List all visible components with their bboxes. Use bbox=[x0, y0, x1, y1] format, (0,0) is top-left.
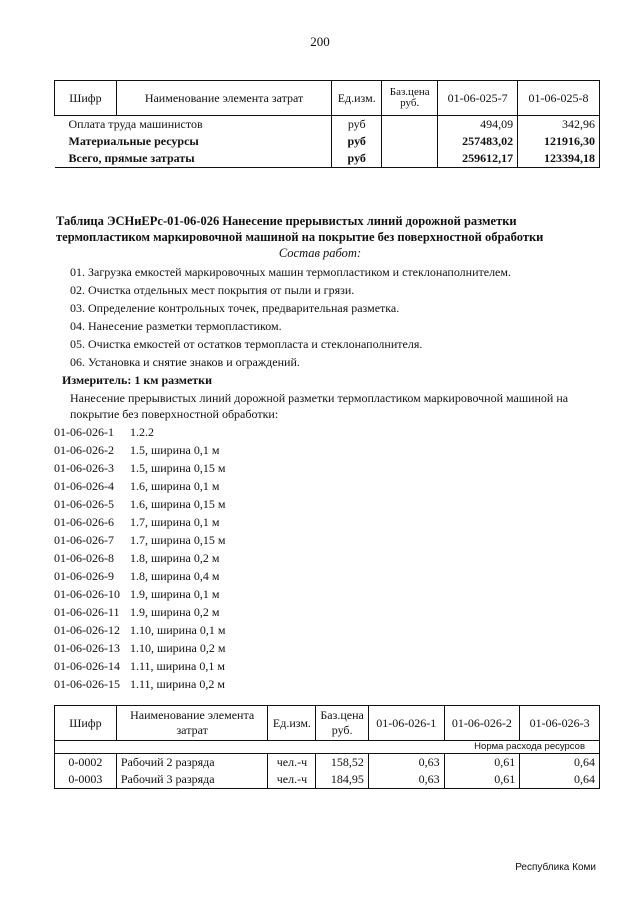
row-value-3: 0,64 bbox=[520, 754, 600, 772]
code-number: 01-06-026-6 bbox=[54, 515, 114, 529]
code-text: 1.7, ширина 0,1 м bbox=[130, 515, 220, 529]
row-value-1: 0,63 bbox=[368, 754, 444, 772]
row-value-2: 121916,30 bbox=[518, 133, 600, 150]
list-item bbox=[54, 623, 225, 638]
row-name: Материальные ресурсы bbox=[68, 134, 199, 148]
row-base: 184,95 bbox=[316, 771, 368, 789]
col-header-026-2: 01-06-026-2 bbox=[444, 706, 520, 741]
row-name: Всего, прямые затраты bbox=[55, 150, 332, 168]
table-header-row bbox=[55, 81, 600, 116]
list-item bbox=[54, 497, 225, 512]
code-number: 01-06-026-1 bbox=[54, 425, 114, 439]
footer-region: Республика Коми bbox=[515, 862, 596, 873]
code-text: 1.11, ширина 0,2 м bbox=[130, 677, 225, 691]
table-row bbox=[55, 116, 600, 134]
code-text: 1.5, ширина 0,1 м bbox=[130, 443, 220, 457]
work-item: 02. Очистка отдельных мест покрытия от пыли и грязи. bbox=[70, 283, 355, 297]
work-item: 06. Установка и снятие знаков и ограждений. bbox=[70, 355, 300, 369]
col-header-025-7: 01-06-025-7 bbox=[438, 81, 518, 116]
list-item bbox=[54, 551, 219, 566]
code-text: 1.2.2 bbox=[130, 425, 154, 439]
row-value-1: 494,09 bbox=[438, 116, 518, 134]
code-number: 01-06-026-9 bbox=[54, 569, 114, 583]
code-text: 1.11, ширина 0,1 м bbox=[130, 659, 225, 673]
row-unit: руб bbox=[332, 150, 382, 168]
row-code: 0-0002 bbox=[55, 754, 117, 772]
row-name: Рабочий 3 разряда bbox=[116, 771, 268, 789]
list-item bbox=[54, 569, 219, 584]
row-value-3: 0,64 bbox=[520, 771, 600, 789]
code-text: 1.8, ширина 0,4 м bbox=[130, 569, 220, 583]
row-value-1: 257483,02 bbox=[438, 133, 518, 150]
col-header-026-3: 01-06-026-3 bbox=[520, 706, 600, 741]
code-text: 1.10, ширина 0,2 м bbox=[130, 641, 226, 655]
col-header-base-price: Баз.цена руб. bbox=[382, 81, 438, 116]
code-number: 01-06-026-5 bbox=[54, 497, 114, 511]
list-item bbox=[54, 443, 219, 458]
table-title-line-1: Таблица ЭСНиЕРс-01-06-026 Нанесение прерывистых линий дорожной разметки bbox=[56, 214, 517, 228]
col-header-name: Наименование элемента затрат bbox=[116, 81, 331, 116]
description: Нанесение прерывистых линий дорожной разметки термопластиком маркировочной машиной на покрытие без поверхностной обработки: bbox=[70, 391, 569, 421]
norm-label: Норма расхода ресурсов bbox=[55, 741, 600, 754]
row-unit: руб bbox=[332, 133, 382, 150]
row-base bbox=[382, 116, 438, 134]
code-number: 01-06-026-7 bbox=[54, 533, 114, 547]
list-item bbox=[54, 461, 225, 476]
row-unit: чел.-ч bbox=[268, 771, 316, 789]
code-text: 1.6, ширина 0,15 м bbox=[130, 497, 226, 511]
table-header-row bbox=[55, 706, 600, 741]
col-header-026-1: 01-06-026-1 bbox=[368, 706, 444, 741]
meter-label: Измеритель: 1 км разметки bbox=[62, 373, 213, 387]
work-item: 03. Определение контрольных точек, предварительная разметка. bbox=[70, 301, 400, 315]
col-header-base-price: Баз.цена руб. bbox=[316, 706, 368, 741]
row-value-1: 0,63 bbox=[368, 771, 444, 789]
work-item: 01. Загрузка емкостей маркировочных машин термопластиком и стеклонаполнителем. bbox=[70, 265, 511, 279]
col-header-unit: Ед.изм. bbox=[332, 81, 382, 116]
row-value-2: 0,61 bbox=[444, 754, 520, 772]
code-number: 01-06-026-13 bbox=[54, 641, 120, 655]
top-cost-table bbox=[54, 80, 600, 168]
row-value-1: 259612,17 bbox=[438, 150, 518, 168]
table-row bbox=[55, 133, 600, 150]
row-unit: чел.-ч bbox=[268, 754, 316, 772]
col-header-unit: Ед.изм. bbox=[268, 706, 316, 741]
code-text: 1.7, ширина 0,15 м bbox=[130, 533, 226, 547]
code-text: 1.8, ширина 0,2 м bbox=[130, 551, 220, 565]
list-item bbox=[54, 605, 219, 620]
list-item bbox=[54, 425, 154, 440]
code-number: 01-06-026-2 bbox=[54, 443, 114, 457]
code-number: 01-06-026-10 bbox=[54, 587, 120, 601]
code-text: 1.5, ширина 0,15 м bbox=[130, 461, 226, 475]
col-header-code: Шифр bbox=[55, 706, 117, 741]
code-number: 01-06-026-11 bbox=[54, 605, 120, 619]
code-number: 01-06-026-14 bbox=[54, 659, 120, 673]
work-item: 05. Очистка емкостей от остатков термопласта и стеклонаполнителя. bbox=[70, 337, 423, 351]
col-header-name: Наименование элемента затрат bbox=[116, 706, 268, 741]
table-row bbox=[55, 150, 600, 168]
row-code: 0-0003 bbox=[55, 771, 117, 789]
code-number: 01-06-026-4 bbox=[54, 479, 114, 493]
col-header-code: Шифр bbox=[55, 81, 117, 116]
code-number: 01-06-026-3 bbox=[54, 461, 114, 475]
list-item bbox=[54, 677, 225, 692]
row-value-2: 342,96 bbox=[518, 116, 600, 134]
page-number: 200 bbox=[310, 34, 330, 49]
code-text: 1.9, ширина 0,1 м bbox=[130, 587, 220, 601]
list-item bbox=[54, 533, 225, 548]
list-item bbox=[54, 659, 225, 674]
row-value-2: 0,61 bbox=[444, 771, 520, 789]
resource-norm-table bbox=[54, 705, 600, 789]
code-number: 01-06-026-8 bbox=[54, 551, 114, 565]
composition-title: Состав работ: bbox=[278, 246, 362, 260]
col-header-025-8: 01-06-025-8 bbox=[518, 81, 600, 116]
code-number: 01-06-026-15 bbox=[54, 677, 120, 691]
row-base: 158,52 bbox=[316, 754, 368, 772]
row-unit: руб bbox=[332, 116, 382, 134]
row-base bbox=[382, 133, 438, 150]
table-row bbox=[55, 771, 600, 789]
code-text: 1.10, ширина 0,1 м bbox=[130, 623, 226, 637]
table-row bbox=[55, 754, 600, 772]
work-item: 04. Нанесение разметки термопластиком. bbox=[70, 319, 282, 333]
row-base bbox=[382, 150, 438, 168]
row-value-2: 123394,18 bbox=[518, 150, 600, 168]
list-item bbox=[54, 515, 219, 530]
list-item bbox=[54, 641, 225, 656]
table-title-line-2: термопластиком маркировочной машиной на покрытие без поверхностной обработки bbox=[56, 230, 544, 244]
row-name: Рабочий 2 разряда bbox=[116, 754, 268, 772]
code-text: 1.6, ширина 0,1 м bbox=[130, 479, 220, 493]
list-item bbox=[54, 479, 219, 494]
code-text: 1.9, ширина 0,2 м bbox=[130, 605, 220, 619]
norm-row bbox=[55, 741, 600, 754]
row-name: Оплата труда машинистов bbox=[68, 117, 203, 131]
list-item bbox=[54, 587, 219, 602]
code-number: 01-06-026-12 bbox=[54, 623, 120, 637]
